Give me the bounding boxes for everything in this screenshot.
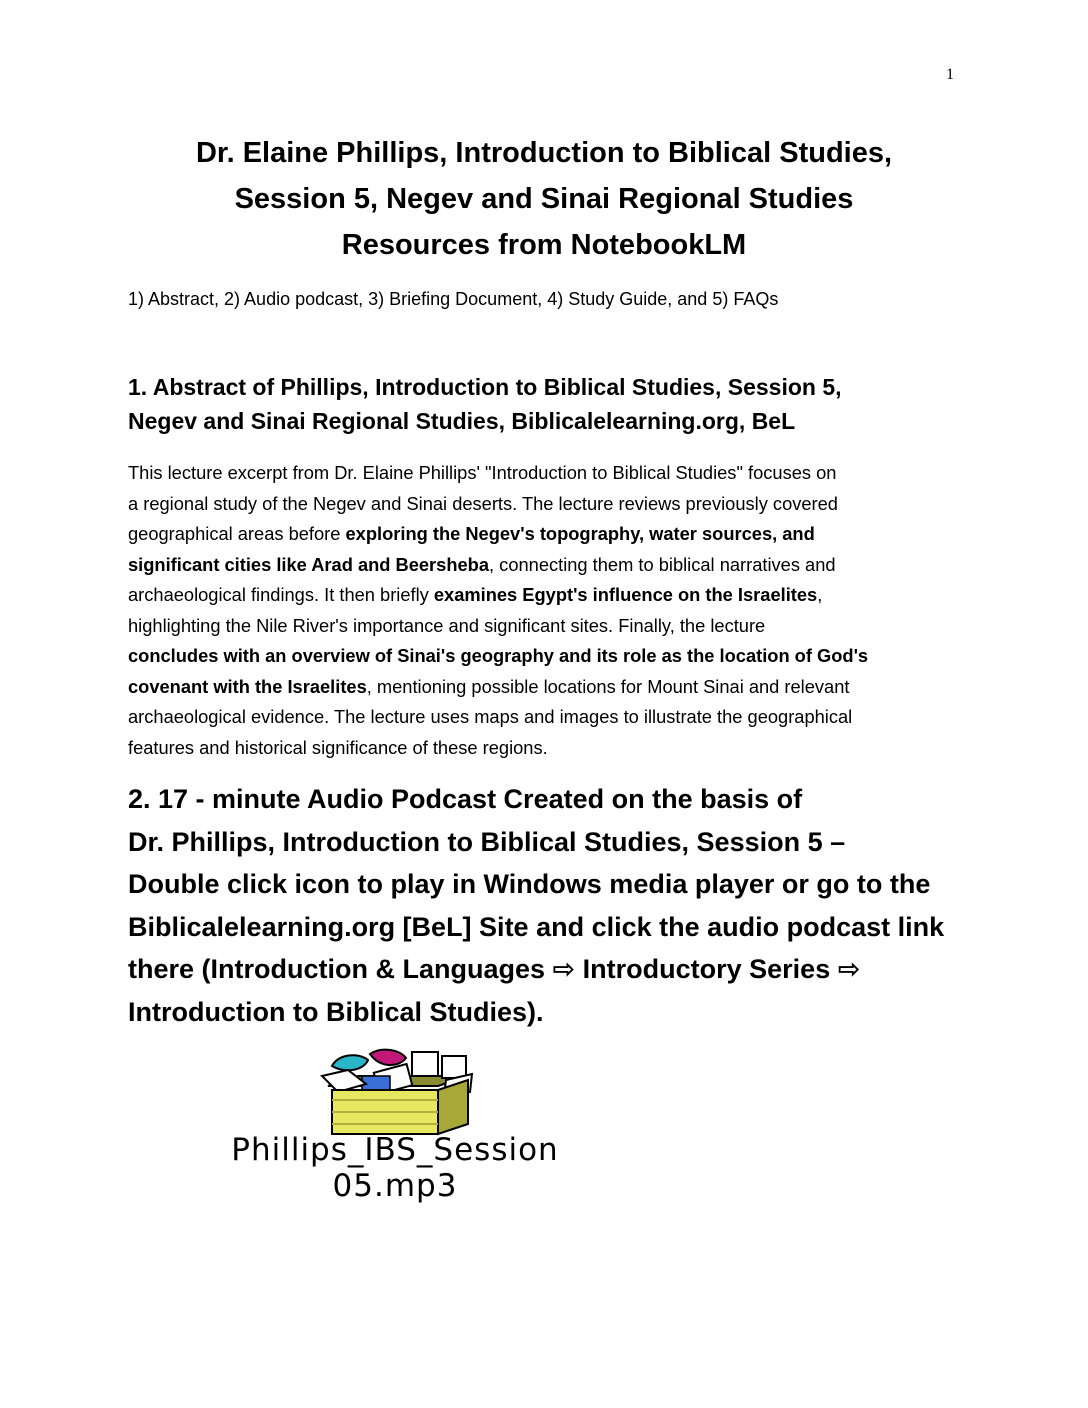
abstract-heading-line-2: Negev and Sinai Regional Studies, Biblicalelearning.org, BeL (128, 408, 796, 434)
title-line-2: Session 5, Negev and Sinai Regional Studies (234, 183, 854, 215)
abstract-line (128, 550, 958, 581)
abstract-line (128, 519, 958, 550)
abstract-line: features and historical significance of these regions. (128, 736, 548, 758)
file-name-line-2: 05.mp3 (332, 1168, 458, 1204)
abstract-heading-line-1: 1. Abstract of Phillips, Introduction to Biblical Studies, Session 5, (128, 374, 842, 400)
abstract-text: , mentioning possible locations for Mount Sinai and relevant (366, 675, 850, 697)
podcast-heading-line: Double click icon to play in Windows media player or go to the (128, 869, 931, 899)
abstract-line (128, 672, 958, 703)
abstract-paragraph (128, 458, 958, 763)
abstract-heading (128, 370, 958, 438)
abstract-line: This lecture excerpt from Dr. Elaine Phillips' "Introduction to Biblical Studies" focuses on (128, 462, 837, 483)
abstract-bold-text: significant cities like Arad and Beersheba (128, 553, 490, 575)
breadcrumb-text: Introductory Series (575, 954, 838, 984)
audio-file-label[interactable] (128, 1132, 662, 1204)
arrow-right-icon: ⇨ (837, 954, 861, 984)
podcast-heading-line: Introduction to Biblical Studies). (128, 996, 544, 1027)
abstract-text: , (817, 584, 823, 605)
abstract-line (128, 641, 958, 672)
breadcrumb-text: there (Introduction & Languages (128, 954, 553, 984)
page-number: 1 (946, 66, 954, 83)
abstract-bold-text: covenant with the Israelites (128, 675, 367, 697)
arrow-right-icon: ⇨ (552, 954, 576, 984)
abstract-bold-text: examines Egypt's influence on the Israelites (433, 584, 818, 605)
podcast-heading-line: 2. 17 - minute Audio Podcast Created on the basis of (128, 784, 803, 814)
abstract-text: , connecting them to biblical narratives and (489, 553, 836, 575)
contents-list: 1) Abstract, 2) Audio podcast, 3) Briefing Document, 4) Study Guide, and 5) FAQs (128, 289, 779, 309)
title-line-1: Dr. Elaine Phillips, Introduction to Biblical Studies, (195, 137, 893, 169)
abstract-bold-text: concludes with an overview of Sinai's geography and its role as the location of God's (128, 645, 869, 666)
media-package-icon[interactable] (318, 1046, 478, 1136)
document-title (0, 130, 1088, 268)
podcast-heading (128, 778, 968, 1033)
abstract-line: archaeological evidence. The lecture uses maps and images to illustrate the geographical (128, 706, 853, 727)
podcast-heading-line: Biblicalelearning.org [BeL] Site and click the audio podcast link (128, 911, 945, 942)
title-line-3: Resources from NotebookLM (341, 229, 747, 261)
abstract-line: highlighting the Nile River's importance and significant sites. Finally, the lecture (128, 614, 766, 636)
podcast-heading-line: Dr. Phillips, Introduction to Biblical Studies, Session 5 – (128, 826, 846, 857)
abstract-text: archaeological findings. It then briefly (128, 584, 434, 605)
file-name-line-1: Phillips_IBS_Session (231, 1132, 559, 1168)
abstract-bold-text: exploring the Negev's topography, water sources, and (345, 523, 815, 544)
abstract-line (128, 580, 958, 611)
podcast-heading-line (128, 948, 968, 991)
abstract-text: geographical areas before (128, 523, 346, 544)
abstract-line: a regional study of the Negev and Sinai deserts. The lecture reviews previously covered (128, 492, 838, 514)
